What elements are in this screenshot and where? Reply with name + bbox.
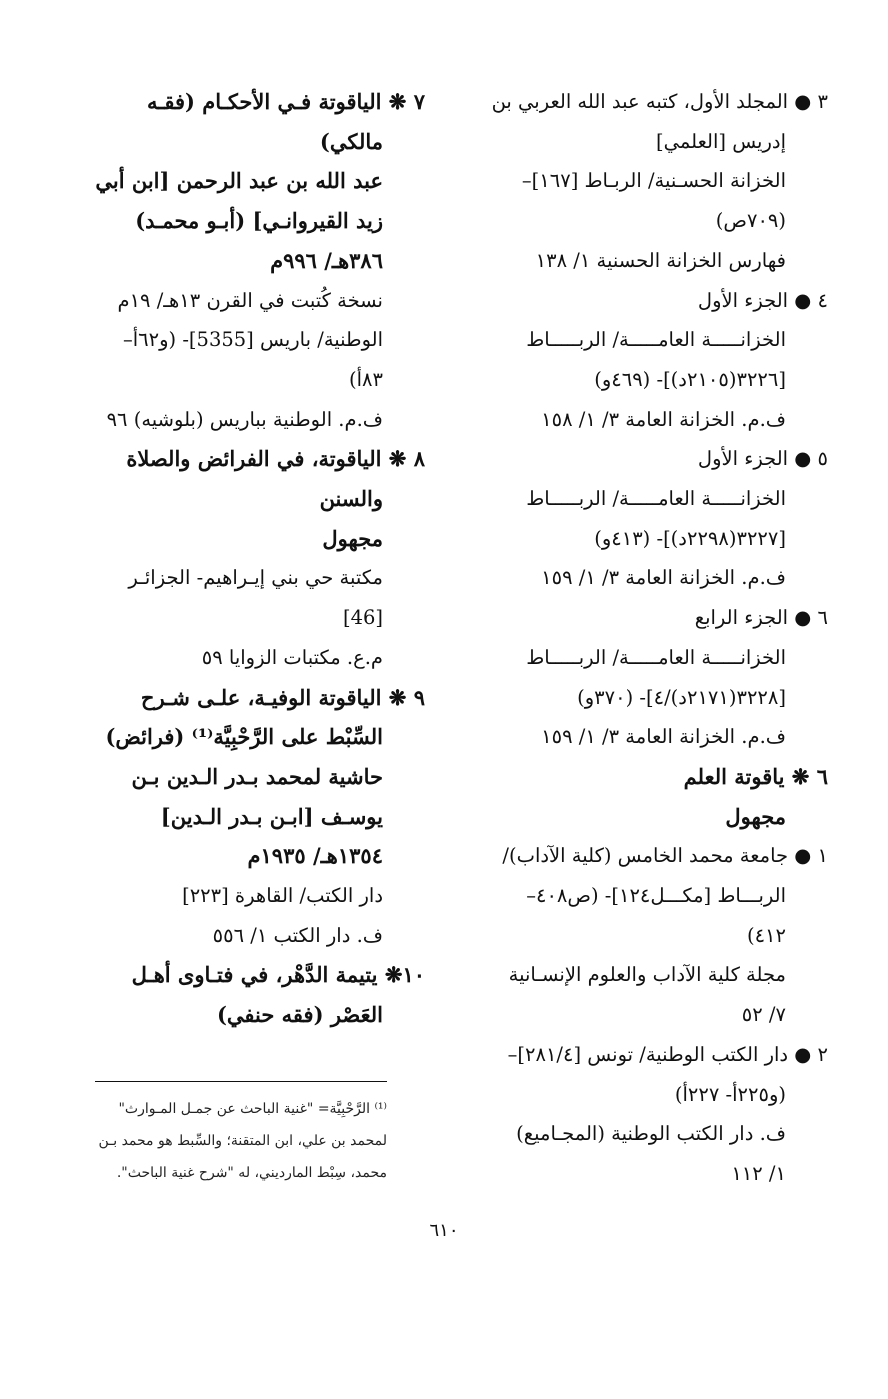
entry-line: ٨٣أ) (349, 367, 383, 391)
entry-line: زيد القيروانـي] (أبـو محمـد) (135, 208, 383, 234)
entry-line: ٢ ● دار الكتب الوطنية/ تونس [٢٨١/٤]– (507, 1042, 828, 1066)
entry-line: ٧ ❋ الياقوتة فـي الأحكـام (فقـه (146, 89, 425, 114)
entry-line: السِّبْط على الرَّحْبِيَّة⁽¹⁾ (فرائض) (105, 724, 383, 750)
footnote-line: محمد، سِبْط المارديني، له "شرح غنية الباحث". (116, 1165, 387, 1181)
entry-line: ١/ ١١٢ (731, 1161, 786, 1185)
right-column (428, 82, 828, 1194)
entry-line: ف. دار الكتب ١/ ٥٥٦ (212, 923, 383, 947)
entry-line: ٦ ❋ ياقوتة العلم (683, 763, 828, 789)
entry-line: يوسـف [ابـن بـدر الـدين] (160, 803, 383, 829)
entry-line: ف.م. الوطنية بباريس (بلوشيه) ٩٦ (106, 407, 383, 431)
left-column (60, 82, 425, 1035)
entry-line: ١ ● جامعة محمد الخامس (كلية الآداب)/ (502, 844, 828, 868)
entry-line: ٧/ ٥٢ (741, 1003, 786, 1027)
entry-line: الوطنية/ باريس [5355]- (و٦٢أ– (122, 328, 383, 352)
entry-line: [٣٢٢٨(٢١٧١د)/٤]- (٣٧٠و) (577, 685, 786, 709)
entry-line: [٣٢٢٧(٢٢٩٨د)]- (٤١٣و) (594, 526, 786, 550)
entry-line: مجلة كلية الآداب والعلوم الإنسـانية (508, 963, 786, 987)
entry-line: ف. دار الكتب الوطنية (المجـاميع) (516, 1122, 786, 1146)
entry-line: ٣٨٦هـ/ ٩٩٦م (270, 247, 383, 273)
entry-line: الخزانـــــة العامـــــة/ الربـــــاط (526, 645, 786, 669)
entry-line: عبد الله بن عبد الرحمن [ابن أبي (95, 168, 383, 194)
entry-line: مجهول (725, 803, 786, 829)
entry-line: مكتبة حي بني إيـراهيم- الجزائـر (128, 566, 383, 590)
entry-line: م.ع. مكتبات الزوايا ٥٩ (201, 645, 383, 669)
entry-line: والسنن (319, 486, 383, 512)
entry-line: ف.م. الخزانة العامة ٣/ ١/ ١٥٩ (541, 566, 786, 590)
entry-line: الخزانـــــة العامـــــة/ الربـــــاط (526, 487, 786, 511)
entry-line: ١٠❋ يتيمة الدَّهْر، في فتـاوى أهـل (131, 962, 425, 988)
entry-line: ٨ ❋ الياقوتة، في الفرائض والصلاة (126, 446, 425, 472)
entry-line: ١٣٥٤هـ/ ١٩٣٥م (247, 843, 383, 869)
entry-line: ٩ ❋ الياقوتة الوفيـة، علـى شـرح (140, 684, 425, 710)
entry-line: ٦ ● الجزء الرابع (694, 606, 828, 630)
entry-line: ف.م. الخزانة العامة ٣/ ١/ ١٥٩ (541, 725, 786, 749)
entry-line: ٤ ● الجزء الأول (697, 288, 828, 312)
entry-line: ف.م. الخزانة العامة ٣/ ١/ ١٥٨ (541, 407, 786, 431)
entry-line: نسخة كُتبت في القرن ١٣هـ/ ١٩م (117, 288, 383, 312)
entry-line: الربـــاط [مكـــل١٢٤]- (ص٤٠٨– (526, 884, 786, 908)
entry-line: العَصْر (فقه حنفي) (216, 1002, 383, 1028)
entry-line: (و٢٢٥أ- ٢٢٧أ) (674, 1082, 786, 1106)
entry-line: ٣ ● المجلد الأول، كتبه عبد الله العربي بن (491, 90, 828, 113)
footnotes (95, 1093, 387, 1189)
entry-line: دار الكتب/ القاهرة [٢٢٣] (182, 884, 383, 908)
entry-line: الخزانة الحسـنية/ الربـاط [١٦٧]– (521, 169, 786, 193)
entry-line: الخزانـــــة العامـــــة/ الربـــــاط (526, 328, 786, 352)
entry-line: [٣٢٢٦(٢١٠٥د)]- (٤٦٩و) (594, 367, 786, 391)
footnote-line: ⁽¹⁾ الرَّحْبِيَّة= "غنية الباحث عن جمـل المـوارث" (118, 1101, 387, 1117)
entry-line: مالكي) (319, 128, 383, 154)
entry-line: [46] (342, 606, 383, 630)
entry-line: ٤١٢) (746, 923, 786, 947)
entry-line: (٧٠٩ص) (715, 209, 786, 233)
footnote-line: لمحمد بن علي، ابن المتقنة؛ والسِّبط هو محمد بـن (98, 1133, 387, 1149)
page-number: ٦١٠ (429, 1220, 459, 1241)
entry-line: مجهول (322, 525, 383, 551)
entry-line: ٥ ● الجزء الأول (697, 447, 828, 471)
entry-line: فهارس الخزانة الحسنية ١/ ١٣٨ (535, 248, 786, 272)
entry-line: إدريس [العلمي] (656, 129, 786, 153)
footnote-separator (95, 1081, 387, 1082)
entry-line: حاشية لمحمد بـدر الـدين بـن (131, 763, 383, 789)
